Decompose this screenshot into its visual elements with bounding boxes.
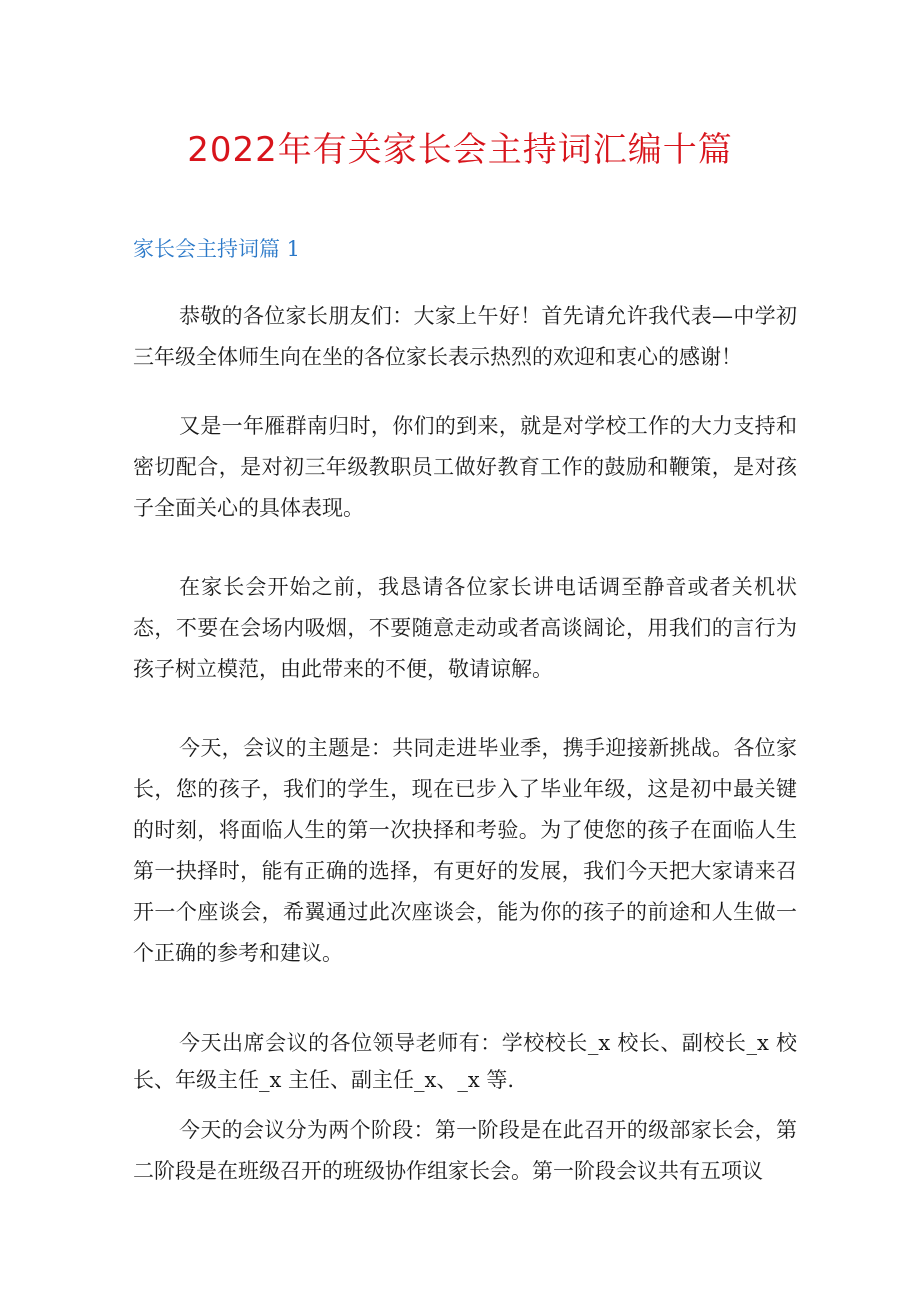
paragraph-theme: 今天，会议的主题是：共同走进毕业季，携手迎接新挑战。各位家长，您的孩子，我们的学生，现在已步入了毕业年级，这是初中最关键的时刻，将面临人生的第一次抉择和考验。为了使您的孩子在面临人生第一抉择时，能有正确的选择，有更好的发展，我们今天把大家请来召开一个座谈会，希翼通过此次座谈会，能为你的孩子的前途和人生做一个正确的参考和建议。 [133,736,797,965]
paragraph-welcome: 又是一年雁群南归时，你们的到来，就是对学校工作的大力支持和密切配合，是对初三年级教职员工做好教育工作的鼓励和鞭策，是对孩子全面关心的具体表现。 [133,414,797,520]
paragraph-agenda: 今天的会议分为两个阶段：第一阶段是在此召开的级部家长会，第二阶段是在班级召开的班级协作组家长会。第一阶段会议共有五项议 [133,1118,797,1183]
paragraph-greeting: 恭敬的各位家长朋友们：大家上午好！首先请允许我代表—中学初三年级全体师生向在坐的各位家长表示热烈的欢迎和衷心的感谢！ [133,304,797,369]
document-title: 2022年有关家长会主持词汇编十篇 [187,130,733,170]
section-heading: 家长会主持词篇 1 [133,237,301,261]
paragraph-notice: 在家长会开始之前，我恳请各位家长讲电话调至静音或者关机状态，不要在会场内吸烟，不要随意走动或者高谈阔论，用我们的言行为孩子树立模范，由此带来的不便，敬请谅解。 [133,575,797,681]
paragraph-attendees: 今天出席会议的各位领导老师有：学校校长_x 校长、副校长_x 校长、年级主任_x 主任、副主任_x、_x 等. [133,1031,797,1092]
